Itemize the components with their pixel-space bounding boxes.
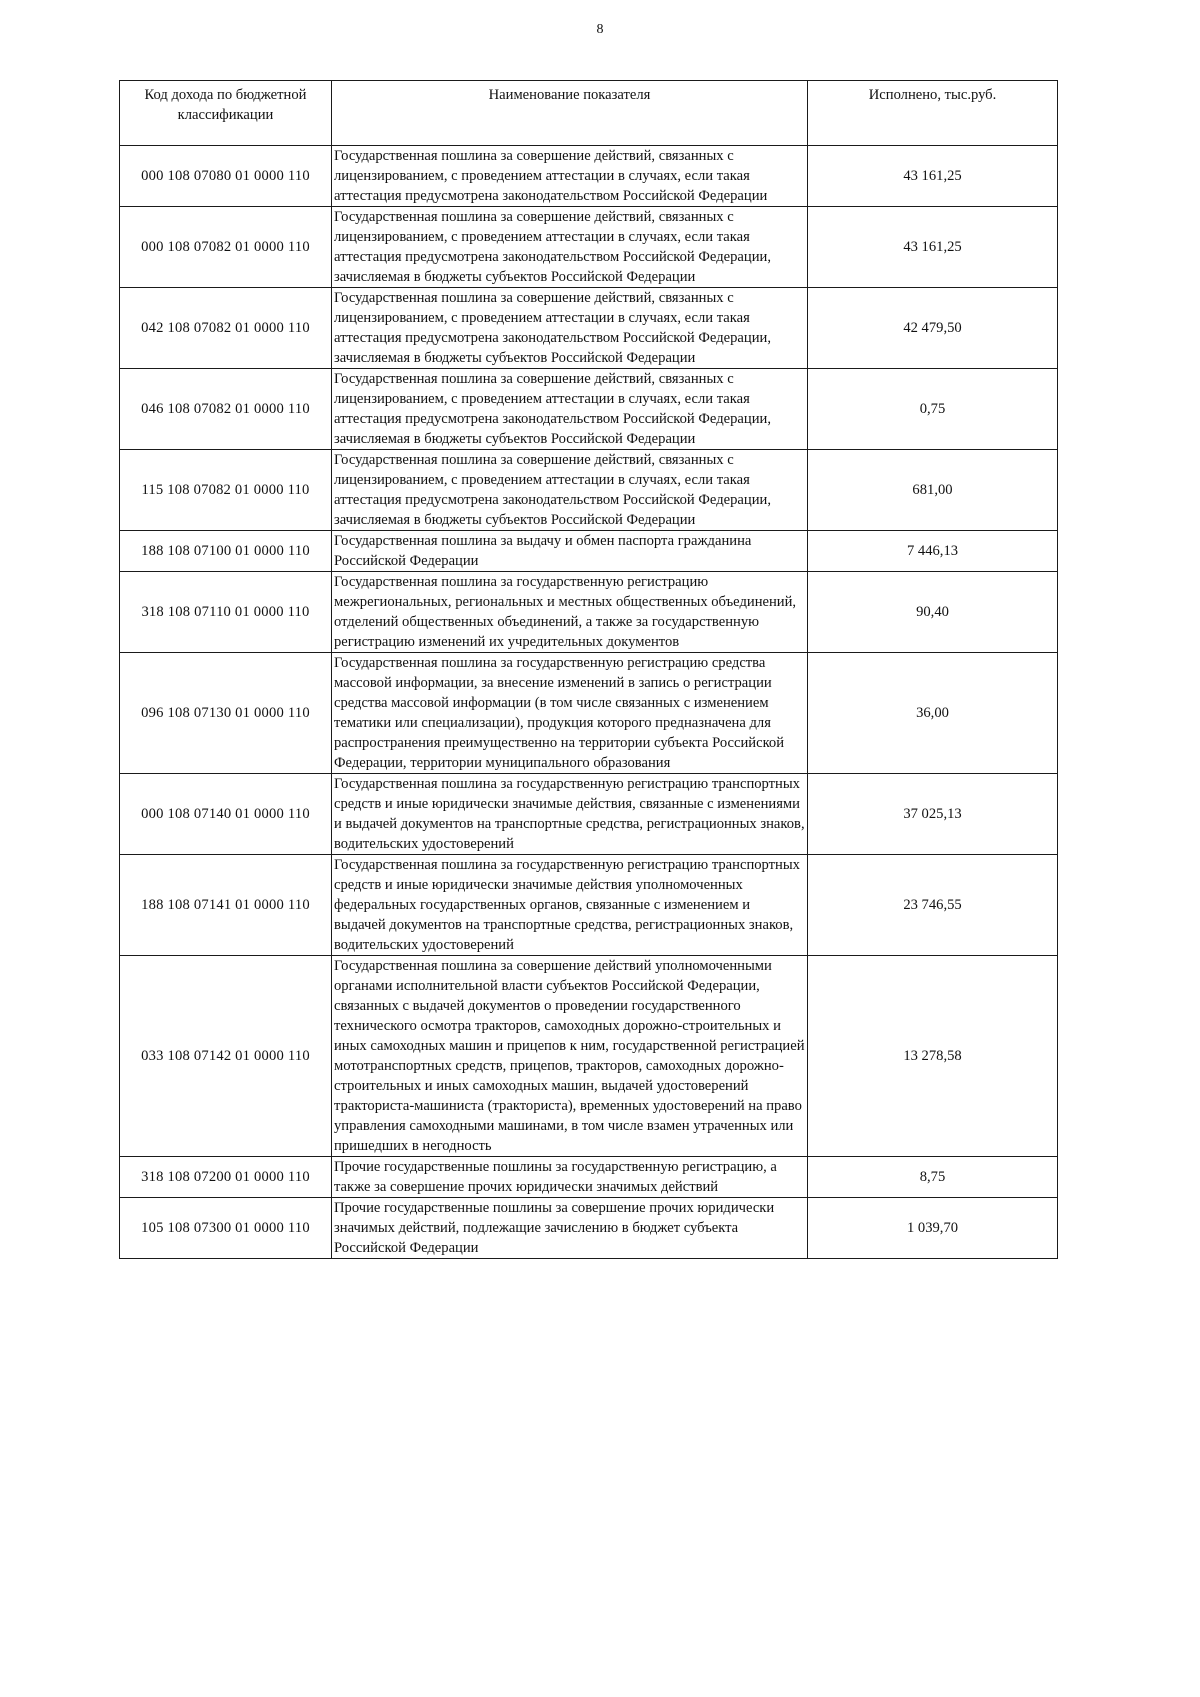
indicator-name: Государственная пошлина за совершение действий, связанных с лицензированием, с проведением аттестации в случаях, если такая аттестация предусмотрена законодательством Российской Федерации, зачисляемая в бюджеты субъектов Российской Федерации bbox=[332, 207, 808, 288]
executed-amount: 23 746,55 bbox=[808, 855, 1058, 956]
table-row bbox=[120, 855, 1058, 956]
indicator-name: Государственная пошлина за государственную регистрацию транспортных средств и иные юридически значимые действия уполномоченных федеральных государственных органов, связанные с изменением и выдачей документов на транспортные средства, регистрационных знаков, водительских удостоверений bbox=[332, 855, 808, 956]
executed-amount: 7 446,13 bbox=[808, 531, 1058, 572]
table-row bbox=[120, 956, 1058, 1157]
column-header-amount: Исполнено, тыс.руб. bbox=[808, 81, 1058, 146]
table-row bbox=[120, 531, 1058, 572]
table-row bbox=[120, 288, 1058, 369]
table-row bbox=[120, 207, 1058, 288]
revenue-code: 318 108 07200 01 0000 110 bbox=[120, 1157, 332, 1198]
executed-amount: 42 479,50 bbox=[808, 288, 1058, 369]
revenue-code: 000 108 07140 01 0000 110 bbox=[120, 774, 332, 855]
indicator-name: Государственная пошлина за выдачу и обмен паспорта гражданина Российской Федерации bbox=[332, 531, 808, 572]
revenue-table bbox=[119, 80, 1058, 1259]
revenue-code: 115 108 07082 01 0000 110 bbox=[120, 450, 332, 531]
indicator-name: Государственная пошлина за совершение действий, связанных с лицензированием, с проведением аттестации в случаях, если такая аттестация предусмотрена законодательством Российской Федерации, зачисляемая в бюджеты субъектов Российской Федерации bbox=[332, 450, 808, 531]
indicator-name: Прочие государственные пошлины за совершение прочих юридически значимых действий, подлежащие зачислению в бюджет субъекта Российской Федерации bbox=[332, 1198, 808, 1259]
executed-amount: 8,75 bbox=[808, 1157, 1058, 1198]
revenue-code: 042 108 07082 01 0000 110 bbox=[120, 288, 332, 369]
indicator-name: Прочие государственные пошлины за государственную регистрацию, а также за совершение прочих юридически значимых действий bbox=[332, 1157, 808, 1198]
revenue-code: 000 108 07082 01 0000 110 bbox=[120, 207, 332, 288]
executed-amount: 90,40 bbox=[808, 572, 1058, 653]
revenue-code: 000 108 07080 01 0000 110 bbox=[120, 146, 332, 207]
indicator-name: Государственная пошлина за государственную регистрацию межрегиональных, региональных и местных общественных объединений, отделений общественных объединений, а также за государственную регистрацию изменений их учредительных документов bbox=[332, 572, 808, 653]
revenue-code: 105 108 07300 01 0000 110 bbox=[120, 1198, 332, 1259]
column-header-name: Наименование показателя bbox=[332, 81, 808, 146]
indicator-name: Государственная пошлина за совершение действий, связанных с лицензированием, с проведением аттестации в случаях, если такая аттестация предусмотрена законодательством Российской Федерации, зачисляемая в бюджеты субъектов Российской Федерации bbox=[332, 288, 808, 369]
revenue-code: 096 108 07130 01 0000 110 bbox=[120, 653, 332, 774]
table-row bbox=[120, 653, 1058, 774]
table-row bbox=[120, 572, 1058, 653]
table-row bbox=[120, 146, 1058, 207]
indicator-name: Государственная пошлина за совершение действий, связанных с лицензированием, с проведением аттестации в случаях, если такая аттестация предусмотрена законодательством Российской Федерации bbox=[332, 146, 808, 207]
executed-amount: 37 025,13 bbox=[808, 774, 1058, 855]
column-header-code: Код дохода по бюджетной классификации bbox=[120, 81, 332, 146]
table-row bbox=[120, 369, 1058, 450]
indicator-name: Государственная пошлина за государственную регистрацию средства массовой информации, за внесение изменений в запись о регистрации средства массовой информации (в том числе связанных с изменением тематики или специализации), продукция которого предназначена для распространения преимущественно на территории субъекта Российской Федерации, территории муниципального образования bbox=[332, 653, 808, 774]
table-row bbox=[120, 450, 1058, 531]
revenue-code: 046 108 07082 01 0000 110 bbox=[120, 369, 332, 450]
executed-amount: 681,00 bbox=[808, 450, 1058, 531]
executed-amount: 43 161,25 bbox=[808, 207, 1058, 288]
revenue-code: 033 108 07142 01 0000 110 bbox=[120, 956, 332, 1157]
indicator-name: Государственная пошлина за государственную регистрацию транспортных средств и иные юридически значимые действия, связанные с изменениями и выдачей документов на транспортные средства, регистрационных знаков, водительских удостоверений bbox=[332, 774, 808, 855]
executed-amount: 0,75 bbox=[808, 369, 1058, 450]
indicator-name: Государственная пошлина за совершение действий, связанных с лицензированием, с проведением аттестации в случаях, если такая аттестация предусмотрена законодательством Российской Федерации, зачисляемая в бюджеты субъектов Российской Федерации bbox=[332, 369, 808, 450]
table-row bbox=[120, 1157, 1058, 1198]
executed-amount: 13 278,58 bbox=[808, 956, 1058, 1157]
executed-amount: 36,00 bbox=[808, 653, 1058, 774]
indicator-name: Государственная пошлина за совершение действий уполномоченными органами исполнительной власти субъектов Российской Федерации, связанных с выдачей документов о проведении государственного технического осмотра тракторов, самоходных дорожно-строительных и иных самоходных машин и прицепов к ним, государственной регистрацией мототранспортных средств, прицепов, тракторов, самоходных дорожно-строительных и иных самоходных машин, выдачей удостоверений тракториста-машиниста (тракториста), временных удостоверений на право управления самоходными машинами, в том числе взамен утраченных или пришедших в негодность bbox=[332, 956, 808, 1157]
page-number: 8 bbox=[596, 22, 604, 37]
revenue-code: 188 108 07100 01 0000 110 bbox=[120, 531, 332, 572]
revenue-code: 318 108 07110 01 0000 110 bbox=[120, 572, 332, 653]
table-header-row bbox=[120, 81, 1058, 146]
revenue-code: 188 108 07141 01 0000 110 bbox=[120, 855, 332, 956]
table-row bbox=[120, 774, 1058, 855]
executed-amount: 43 161,25 bbox=[808, 146, 1058, 207]
table-row bbox=[120, 1198, 1058, 1259]
executed-amount: 1 039,70 bbox=[808, 1198, 1058, 1259]
